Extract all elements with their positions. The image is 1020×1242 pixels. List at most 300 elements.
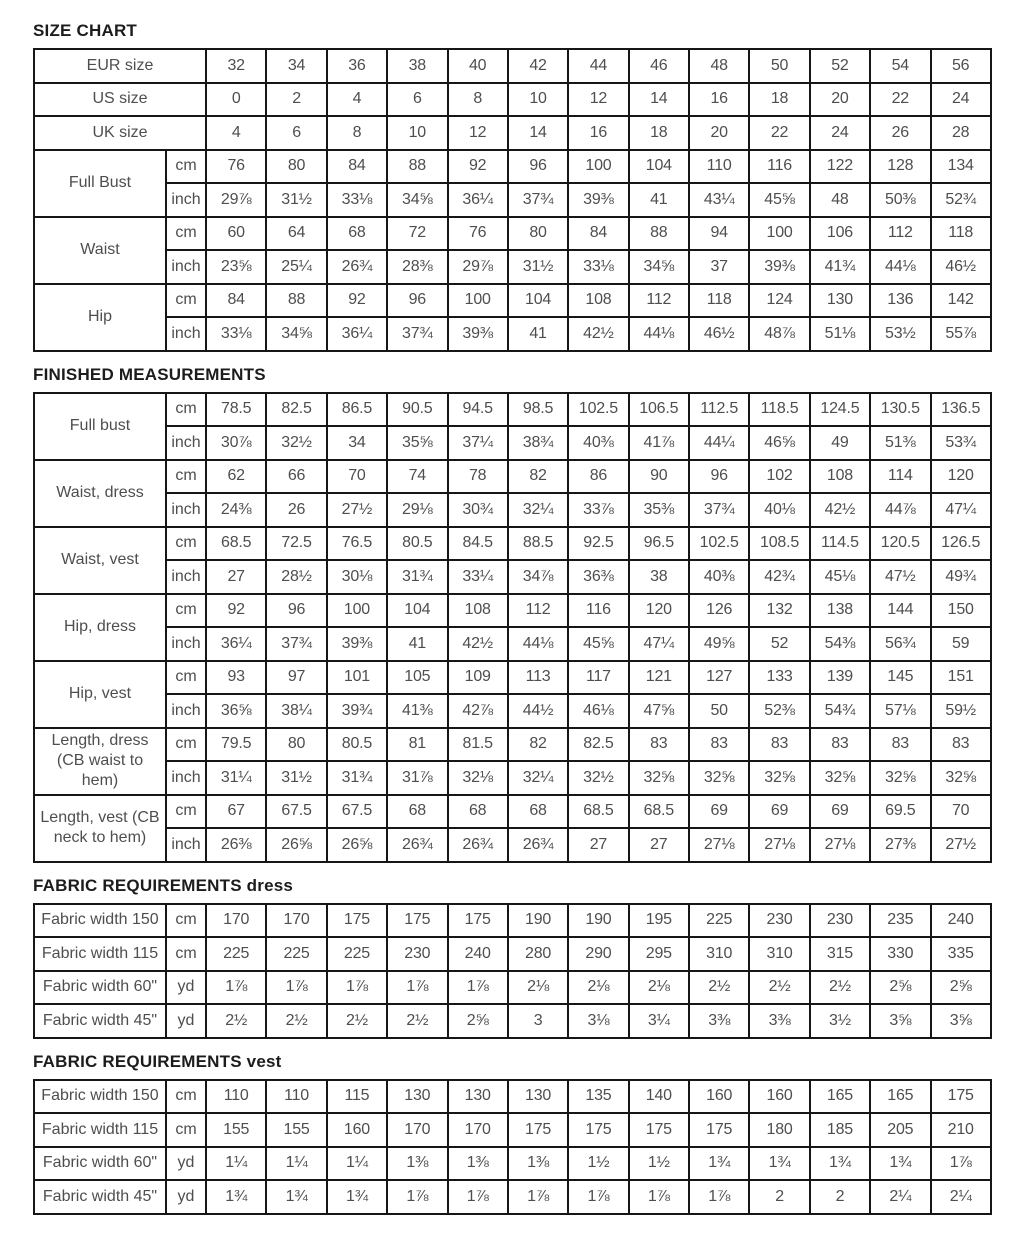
value-cell: 47¼ (629, 627, 689, 661)
table-section (33, 365, 990, 863)
value-cell: 26¾ (448, 828, 508, 862)
value-cell: 46 (629, 49, 689, 83)
value-cell: 47¼ (931, 493, 991, 527)
value-cell: 1¾ (749, 1147, 809, 1181)
table-section (33, 21, 990, 352)
value-cell: 37 (689, 250, 749, 284)
value-cell: 225 (327, 937, 387, 971)
unit-label: cm (166, 937, 206, 971)
value-cell: 3⅛ (568, 1004, 628, 1038)
value-cell: 78 (448, 460, 508, 494)
table-row (34, 661, 991, 695)
value-cell: 1⅜ (448, 1147, 508, 1181)
value-cell: 135 (568, 1080, 628, 1114)
value-cell: 310 (749, 937, 809, 971)
value-cell: 2 (810, 1180, 870, 1214)
value-cell: 155 (266, 1113, 326, 1147)
value-cell: 68.5 (568, 795, 628, 829)
value-cell: 29⅛ (387, 493, 447, 527)
row-label: Fabric width 45" (34, 1180, 166, 1214)
value-cell: 94 (689, 217, 749, 251)
unit-label: yd (166, 971, 206, 1005)
value-cell: 34⅝ (629, 250, 689, 284)
value-cell: 118 (931, 217, 991, 251)
value-cell: 30¾ (448, 493, 508, 527)
value-cell: 190 (568, 904, 628, 938)
value-cell: 126 (689, 594, 749, 628)
value-cell: 32½ (568, 761, 628, 795)
value-cell: 144 (870, 594, 930, 628)
value-cell: 69 (810, 795, 870, 829)
table-row (34, 627, 991, 661)
value-cell: 230 (749, 904, 809, 938)
value-cell: 124.5 (810, 393, 870, 427)
value-cell: 3 (508, 1004, 568, 1038)
value-cell: 32 (206, 49, 266, 83)
value-cell: 34 (266, 49, 326, 83)
value-cell: 27 (568, 828, 628, 862)
value-cell: 3⅝ (870, 1004, 930, 1038)
value-cell: 55⅞ (931, 317, 991, 351)
value-cell: 26⅜ (206, 828, 266, 862)
value-cell: 69 (689, 795, 749, 829)
value-cell: 105 (387, 661, 447, 695)
value-cell: 175 (508, 1113, 568, 1147)
value-cell: 2½ (749, 971, 809, 1005)
value-cell: 36¼ (206, 627, 266, 661)
value-cell: 44⅛ (870, 250, 930, 284)
value-cell: 88 (266, 284, 326, 318)
value-cell: 165 (870, 1080, 930, 1114)
value-cell: 96 (689, 460, 749, 494)
unit-label: cm (166, 1080, 206, 1114)
value-cell: 34⅝ (266, 317, 326, 351)
value-cell: 34 (327, 426, 387, 460)
value-cell: 46⅝ (749, 426, 809, 460)
value-cell: 42¾ (749, 560, 809, 594)
value-cell: 45⅛ (810, 560, 870, 594)
value-cell: 76.5 (327, 527, 387, 561)
value-cell: 117 (568, 661, 628, 695)
row-label: Fabric width 115 (34, 937, 166, 971)
value-cell: 36⅜ (568, 560, 628, 594)
row-label: Fabric width 60" (34, 1147, 166, 1181)
value-cell: 6 (266, 116, 326, 150)
value-cell: 118.5 (749, 393, 809, 427)
value-cell: 130 (448, 1080, 508, 1114)
unit-label: cm (166, 661, 206, 695)
value-cell: 84 (327, 150, 387, 184)
value-cell: 47½ (870, 560, 930, 594)
value-cell: 225 (206, 937, 266, 971)
table-row (34, 527, 991, 561)
value-cell: 1⅞ (508, 1180, 568, 1214)
value-cell: 29⅞ (206, 183, 266, 217)
value-cell: 1¾ (689, 1147, 749, 1181)
value-cell: 175 (568, 1113, 628, 1147)
value-cell: 64 (266, 217, 326, 251)
value-cell: 32⅝ (629, 761, 689, 795)
value-cell: 2 (266, 83, 326, 117)
value-cell: 115 (327, 1080, 387, 1114)
row-label: Fabric width 45" (34, 1004, 166, 1038)
value-cell: 52 (810, 49, 870, 83)
value-cell: 44 (568, 49, 628, 83)
value-cell: 2⅝ (870, 971, 930, 1005)
value-cell: 195 (629, 904, 689, 938)
value-cell: 33⅞ (568, 493, 628, 527)
value-cell: 6 (387, 83, 447, 117)
section-heading: FABRIC REQUIREMENTS vest (33, 1051, 282, 1071)
table-row (34, 426, 991, 460)
value-cell: 68 (387, 795, 447, 829)
value-cell: 140 (629, 1080, 689, 1114)
value-cell: 98.5 (508, 393, 568, 427)
value-cell: 92.5 (568, 527, 628, 561)
value-cell: 12 (568, 83, 628, 117)
value-cell: 160 (327, 1113, 387, 1147)
table-row (34, 1180, 991, 1214)
value-cell: 46½ (689, 317, 749, 351)
value-cell: 240 (448, 937, 508, 971)
value-cell: 46½ (931, 250, 991, 284)
value-cell: 31⅞ (387, 761, 447, 795)
unit-label: cm (166, 150, 206, 184)
value-cell: 100 (568, 150, 628, 184)
value-cell: 1⅜ (508, 1147, 568, 1181)
value-cell: 80 (266, 150, 326, 184)
value-cell: 60 (206, 217, 266, 251)
value-cell: 80.5 (327, 728, 387, 762)
value-cell: 74 (387, 460, 447, 494)
row-label: Length, dress (CB waist to hem) (34, 728, 166, 795)
value-cell: 185 (810, 1113, 870, 1147)
value-cell: 1⅞ (689, 1180, 749, 1214)
value-cell: 175 (931, 1080, 991, 1114)
value-cell: 26⅝ (327, 828, 387, 862)
value-cell: 22 (870, 83, 930, 117)
value-cell: 68 (448, 795, 508, 829)
value-cell: 106.5 (629, 393, 689, 427)
value-cell: 170 (448, 1113, 508, 1147)
value-cell: 2⅛ (508, 971, 568, 1005)
unit-label: inch (166, 250, 206, 284)
value-cell: 44¼ (689, 426, 749, 460)
value-cell: 32⅝ (749, 761, 809, 795)
row-label: Fabric width 150 (34, 904, 166, 938)
value-cell: 1¾ (266, 1180, 326, 1214)
value-cell: 84 (206, 284, 266, 318)
value-cell: 120.5 (870, 527, 930, 561)
value-cell: 36¼ (327, 317, 387, 351)
value-cell: 24 (810, 116, 870, 150)
value-cell: 45⅝ (568, 627, 628, 661)
value-cell: 39⅜ (568, 183, 628, 217)
value-cell: 27½ (327, 493, 387, 527)
value-cell: 1⅞ (629, 1180, 689, 1214)
row-label: Hip, dress (34, 594, 166, 661)
value-cell: 113 (508, 661, 568, 695)
value-cell: 76 (448, 217, 508, 251)
value-cell: 1⅞ (448, 971, 508, 1005)
value-cell: 1¾ (327, 1180, 387, 1214)
value-cell: 330 (870, 937, 930, 971)
table-row (34, 1113, 991, 1147)
value-cell: 118 (689, 284, 749, 318)
table-row (34, 594, 991, 628)
row-label: Full bust (34, 393, 166, 460)
sections-container (33, 21, 990, 1215)
value-cell: 83 (810, 728, 870, 762)
row-label: Waist, dress (34, 460, 166, 527)
value-cell: 136.5 (931, 393, 991, 427)
value-cell: 335 (931, 937, 991, 971)
value-cell: 31½ (266, 761, 326, 795)
value-cell: 120 (629, 594, 689, 628)
value-cell: 94.5 (448, 393, 508, 427)
section-heading: FABRIC REQUIREMENTS dress (33, 875, 294, 895)
unit-label: cm (166, 1113, 206, 1147)
value-cell: 142 (931, 284, 991, 318)
value-cell: 26¾ (387, 828, 447, 862)
value-cell: 83 (629, 728, 689, 762)
value-cell: 138 (810, 594, 870, 628)
value-cell: 36⅝ (206, 694, 266, 728)
value-cell: 88 (629, 217, 689, 251)
value-cell: 40⅜ (689, 560, 749, 594)
value-cell: 39⅜ (327, 627, 387, 661)
value-cell: 69.5 (870, 795, 930, 829)
value-cell: 52 (749, 627, 809, 661)
value-cell: 3⅝ (931, 1004, 991, 1038)
value-cell: 49 (810, 426, 870, 460)
value-cell: 4 (327, 83, 387, 117)
value-cell: 114 (870, 460, 930, 494)
section-heading: FINISHED MEASUREMENTS (33, 364, 266, 384)
table-row (34, 493, 991, 527)
value-cell: 108 (568, 284, 628, 318)
value-cell: 69 (749, 795, 809, 829)
value-cell: 1⅞ (931, 1147, 991, 1181)
value-cell: 37¾ (508, 183, 568, 217)
unit-label: yd (166, 1180, 206, 1214)
unit-label: cm (166, 904, 206, 938)
unit-label: cm (166, 393, 206, 427)
value-cell: 230 (810, 904, 870, 938)
value-cell: 28½ (266, 560, 326, 594)
unit-label: inch (166, 560, 206, 594)
value-cell: 32¼ (508, 761, 568, 795)
value-cell: 42½ (448, 627, 508, 661)
table-row (34, 393, 991, 427)
value-cell: 175 (448, 904, 508, 938)
value-cell: 12 (448, 116, 508, 150)
value-cell: 24⅜ (206, 493, 266, 527)
value-cell: 112.5 (689, 393, 749, 427)
value-cell: 37¼ (448, 426, 508, 460)
value-cell: 49¾ (931, 560, 991, 594)
value-cell: 108 (448, 594, 508, 628)
value-cell: 39¾ (327, 694, 387, 728)
row-label: Fabric width 60" (34, 971, 166, 1005)
value-cell: 295 (629, 937, 689, 971)
value-cell: 1⅜ (387, 1147, 447, 1181)
value-cell: 80 (508, 217, 568, 251)
value-cell: 33⅛ (327, 183, 387, 217)
value-cell: 102.5 (568, 393, 628, 427)
value-cell: 175 (327, 904, 387, 938)
value-cell: 165 (810, 1080, 870, 1114)
value-cell: 92 (327, 284, 387, 318)
value-cell: 33¼ (448, 560, 508, 594)
value-cell: 16 (568, 116, 628, 150)
row-label: Hip (34, 284, 166, 351)
value-cell: 27⅛ (749, 828, 809, 862)
table-row (34, 317, 991, 351)
value-cell: 14 (508, 116, 568, 150)
row-label: EUR size (34, 49, 206, 83)
value-cell: 96 (266, 594, 326, 628)
value-cell: 44½ (508, 694, 568, 728)
value-cell: 53½ (870, 317, 930, 351)
value-cell: 54¾ (810, 694, 870, 728)
value-cell: 120 (931, 460, 991, 494)
measurement-table (33, 48, 992, 352)
value-cell: 25¼ (266, 250, 326, 284)
row-label: Full Bust (34, 150, 166, 217)
value-cell: 121 (629, 661, 689, 695)
value-cell: 70 (931, 795, 991, 829)
value-cell: 114.5 (810, 527, 870, 561)
value-cell: 24 (931, 83, 991, 117)
table-row (34, 761, 991, 795)
value-cell: 31½ (508, 250, 568, 284)
value-cell: 86.5 (327, 393, 387, 427)
value-cell: 50 (749, 49, 809, 83)
value-cell: 22 (749, 116, 809, 150)
value-cell: 170 (206, 904, 266, 938)
value-cell: 2½ (387, 1004, 447, 1038)
value-cell: 27½ (931, 828, 991, 862)
value-cell: 67.5 (327, 795, 387, 829)
value-cell: 175 (689, 1113, 749, 1147)
value-cell: 47⅝ (629, 694, 689, 728)
value-cell: 16 (689, 83, 749, 117)
row-label: Fabric width 115 (34, 1113, 166, 1147)
value-cell: 32⅝ (689, 761, 749, 795)
value-cell: 39⅜ (749, 250, 809, 284)
value-cell: 68.5 (629, 795, 689, 829)
table-section (33, 876, 990, 1039)
value-cell: 32⅝ (810, 761, 870, 795)
value-cell: 2¼ (931, 1180, 991, 1214)
value-cell: 96.5 (629, 527, 689, 561)
value-cell: 52⅜ (749, 694, 809, 728)
value-cell: 175 (387, 904, 447, 938)
value-cell: 110 (266, 1080, 326, 1114)
value-cell: 108.5 (749, 527, 809, 561)
value-cell: 50 (689, 694, 749, 728)
value-cell: 41⅜ (387, 694, 447, 728)
value-cell: 37¾ (266, 627, 326, 661)
value-cell: 41 (629, 183, 689, 217)
value-cell: 235 (870, 904, 930, 938)
value-cell: 310 (689, 937, 749, 971)
value-cell: 51⅜ (870, 426, 930, 460)
value-cell: 82 (508, 460, 568, 494)
value-cell: 44⅛ (629, 317, 689, 351)
value-cell: 2½ (810, 971, 870, 1005)
value-cell: 44⅛ (508, 627, 568, 661)
value-cell: 37¾ (689, 493, 749, 527)
value-cell: 36 (327, 49, 387, 83)
value-cell: 40⅛ (749, 493, 809, 527)
value-cell: 26 (870, 116, 930, 150)
table-row (34, 217, 991, 251)
table-row (34, 150, 991, 184)
value-cell: 42⅞ (448, 694, 508, 728)
value-cell: 1⅞ (266, 971, 326, 1005)
value-cell: 30⅞ (206, 426, 266, 460)
value-cell: 27 (629, 828, 689, 862)
value-cell: 50⅜ (870, 183, 930, 217)
value-cell: 76 (206, 150, 266, 184)
value-cell: 0 (206, 83, 266, 117)
value-cell: 1⅞ (387, 971, 447, 1005)
value-cell: 1¼ (206, 1147, 266, 1181)
value-cell: 210 (931, 1113, 991, 1147)
value-cell: 315 (810, 937, 870, 971)
value-cell: 38 (629, 560, 689, 594)
value-cell: 110 (206, 1080, 266, 1114)
value-cell: 62 (206, 460, 266, 494)
value-cell: 93 (206, 661, 266, 695)
value-cell: 70 (327, 460, 387, 494)
unit-label: inch (166, 426, 206, 460)
value-cell: 122 (810, 150, 870, 184)
table-row (34, 116, 991, 150)
value-cell: 145 (870, 661, 930, 695)
value-cell: 26⅝ (266, 828, 326, 862)
value-cell: 42½ (568, 317, 628, 351)
value-cell: 26¾ (327, 250, 387, 284)
value-cell: 40⅜ (568, 426, 628, 460)
value-cell: 90 (629, 460, 689, 494)
value-cell: 2 (749, 1180, 809, 1214)
value-cell: 49⅝ (689, 627, 749, 661)
value-cell: 100 (749, 217, 809, 251)
value-cell: 3½ (810, 1004, 870, 1038)
value-cell: 102.5 (689, 527, 749, 561)
unit-label: cm (166, 527, 206, 561)
value-cell: 86 (568, 460, 628, 494)
value-cell: 88.5 (508, 527, 568, 561)
value-cell: 124 (749, 284, 809, 318)
value-cell: 1⅞ (206, 971, 266, 1005)
table-row (34, 560, 991, 594)
value-cell: 27 (206, 560, 266, 594)
value-cell: 51⅛ (810, 317, 870, 351)
value-cell: 1⅞ (387, 1180, 447, 1214)
unit-label: inch (166, 761, 206, 795)
value-cell: 100 (448, 284, 508, 318)
value-cell: 31½ (266, 183, 326, 217)
value-cell: 108 (810, 460, 870, 494)
value-cell: 42½ (810, 493, 870, 527)
value-cell: 26¾ (508, 828, 568, 862)
value-cell: 68.5 (206, 527, 266, 561)
value-cell: 31¼ (206, 761, 266, 795)
